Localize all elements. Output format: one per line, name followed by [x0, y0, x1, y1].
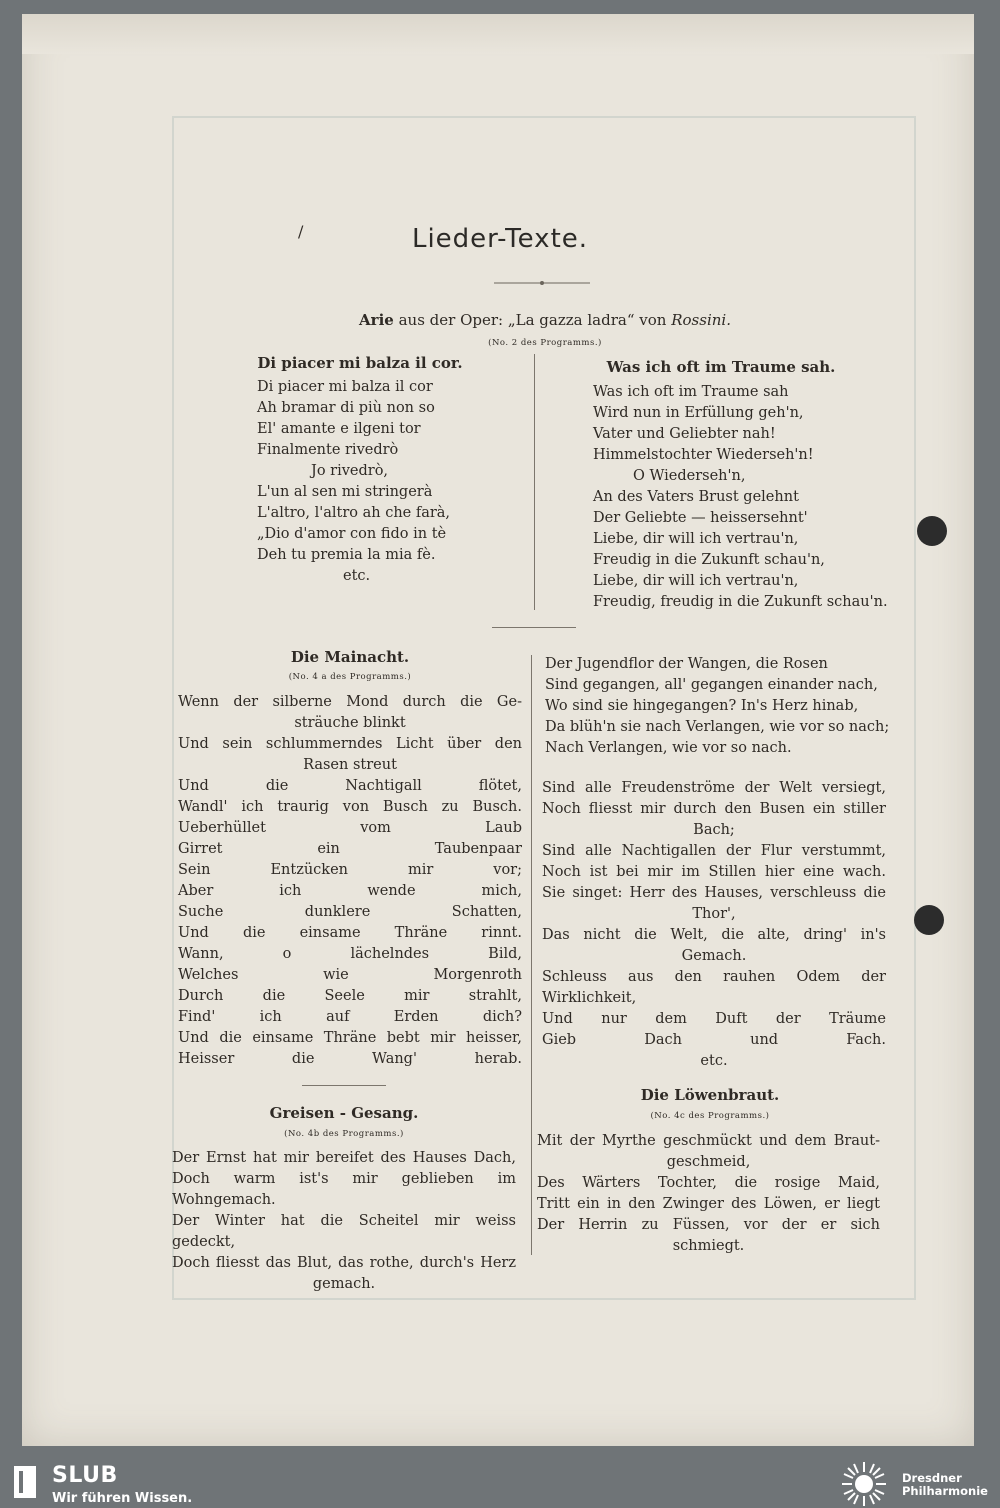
poem-line: Wird nun in Erfüllung geh'n,: [593, 405, 804, 421]
philharmonie-logo-icon: [840, 1460, 888, 1508]
italian-text: [257, 377, 487, 587]
poem-line: Wenn der silberne Mond durch die Ge-: [178, 694, 522, 710]
loewenbraut-text: [537, 1131, 880, 1257]
poem-line: Gemach.: [681, 948, 747, 964]
poem-line: An des Vaters Brust gelehnt: [593, 489, 799, 505]
poem-line: Mit der Myrthe geschmückt und dem Braut-: [537, 1133, 880, 1149]
slub-name: SLUB: [52, 1463, 118, 1488]
poem-line: Der Jugendflor der Wangen, die Rosen: [545, 656, 828, 672]
aria-label: Arie: [359, 311, 394, 329]
poem-line: Wann, o lächelndes Bild,: [178, 946, 522, 962]
slub-tagline: Wir führen Wissen.: [52, 1491, 193, 1506]
german-text: [593, 382, 893, 613]
poem-line: Sind alle Freudenströme der Welt versiegt,: [542, 780, 886, 796]
poem-line: Sind alle Nachtigallen der Flur verstummt,: [542, 843, 886, 859]
poem-line: Heisser die Wang' herab.: [178, 1051, 522, 1067]
poem-line: Rasen streut: [303, 757, 397, 773]
pencil-mark: /: [298, 222, 304, 241]
footer-bar: [0, 1458, 1000, 1508]
poem-line: Jo rivedrò,: [311, 463, 389, 479]
poem-line: Da blüh'n sie nach Verlangen, wie vor so nach;: [545, 719, 890, 735]
poem-line: sträuche blinkt: [294, 715, 406, 731]
poem-line: Der Ernst hat mir bereifet des Hauses Dach,: [172, 1150, 516, 1166]
poem-line: etc.: [343, 568, 371, 584]
punch-hole: [914, 905, 944, 935]
poem-line: Durch die Seele mir strahlt,: [178, 988, 522, 1004]
poem-line: Sein Entzücken mir vor;: [178, 862, 522, 878]
poem-line: etc.: [700, 1053, 728, 1069]
paper-top-edge: [22, 14, 974, 54]
poem-line: El' amante e ilgeni tor: [257, 421, 421, 437]
poem-line: Deh tu premia la mia fè.: [257, 547, 436, 563]
poem-line: Sind gegangen, all' gegangen einander nach,: [545, 677, 878, 693]
poem-line: Gieb Dach und Fach.: [542, 1032, 886, 1048]
poem-line: Noch ist bei mir im Stillen hier eine wach.: [542, 864, 886, 880]
mainacht-heading: Die Mainacht.: [290, 648, 410, 666]
poem-line: geschmeid,: [666, 1154, 751, 1170]
poem-line: Girret ein Taubenpaar: [178, 841, 522, 857]
poem-line: gemach.: [312, 1276, 376, 1292]
poem-line: Thor',: [692, 906, 736, 922]
poem-line: Di piacer mi balza il cor: [257, 379, 433, 395]
poem-line: Was ich oft im Traume sah: [593, 384, 789, 400]
poem-line: Und die Nachtigall flötet,: [178, 778, 522, 794]
poem-line: Noch fliesst mir durch den Busen ein stiller: [542, 801, 886, 817]
partner-line-2: Philharmonie: [902, 1484, 988, 1498]
loewenbraut-program-note: (No. 4c des Programms.): [650, 1111, 770, 1121]
poem-line: Himmelstochter Wiederseh'n!: [593, 447, 814, 463]
loewenbraut-heading: Die Löwenbraut.: [640, 1086, 780, 1104]
poem-line: Und sein schlummerndes Licht über den: [178, 736, 522, 752]
greisen-program-note: (No. 4b des Programms.): [284, 1129, 404, 1139]
poem-line: Freudig, freudig in die Zukunft schau'n.: [593, 594, 888, 610]
mainacht-program-note: (No. 4 a des Programms.): [288, 672, 412, 682]
mainacht-continuation-stanza: [545, 654, 890, 759]
poem-line: Wandl' ich traurig von Busch zu Busch.: [178, 799, 522, 815]
poem-line: „Dio d'amor con fido in tè: [257, 526, 447, 542]
poem-line: Der Geliebte — heissersehnt': [593, 510, 808, 526]
title-ornament: [494, 279, 590, 287]
poem-line: L'altro, l'altro ah che farà,: [257, 505, 451, 521]
slub-logo-icon: [12, 1464, 38, 1500]
poem-line: Schleuss aus den rauhen Odem der Wirklichkeit,: [542, 969, 886, 1006]
poem-line: Freudig in die Zukunft schau'n,: [593, 552, 825, 568]
poem-line: Sie singet: Herr des Hauses, verschleuss die: [542, 885, 886, 901]
poem-line: Aber ich wende mich,: [178, 883, 522, 899]
poem-line: Nach Verlangen, wie vor so nach.: [545, 740, 792, 756]
poem-line: Vater und Geliebter nah!: [593, 426, 776, 442]
poem-line: Doch fliesst das Blut, das rothe, durch's Herz: [172, 1255, 516, 1271]
poem-line: Der Winter hat die Scheitel mir weiss gedeckt,: [172, 1213, 516, 1250]
poem-line: Find' ich auf Erden dich?: [178, 1009, 522, 1025]
poem-line: Der Herrin zu Füssen, vor der er sich: [537, 1217, 880, 1233]
poem-line: Und die einsame Thräne rinnt.: [178, 925, 522, 941]
greisen-text: [172, 1148, 516, 1295]
poem-line: Welches wie Morgenroth: [178, 967, 522, 983]
partner-line-1: Dresdner: [902, 1471, 962, 1485]
poem-line: Wo sind sie hingegangen? In's Herz hinab,: [545, 698, 859, 714]
poem-line: Ah bramar di più non so: [257, 400, 435, 416]
italian-heading: Di piacer mi balza il cor.: [257, 354, 463, 372]
poem-line: L'un al sen mi stringerà: [257, 484, 433, 500]
aria-composer: Rossini.: [671, 311, 731, 329]
poem-line: Und nur dem Duft der Träume: [542, 1011, 886, 1027]
mainacht-continuation-stanza: [542, 778, 886, 1072]
poem-line: Liebe, dir will ich vertrau'n,: [593, 573, 799, 589]
page-title: Lieder-Texte.: [411, 224, 589, 254]
poem-line: Suche dunklere Schatten,: [178, 904, 522, 920]
poem-line: Liebe, dir will ich vertrau'n,: [593, 531, 799, 547]
column-divider: [531, 655, 532, 1255]
aria-opera: aus der Oper: „La gazza ladra“ von: [398, 311, 667, 329]
mainacht-text: [178, 692, 522, 1070]
poem-line: Finalmente rivedrò: [257, 442, 399, 458]
punch-hole: [917, 516, 947, 546]
poem-line: Des Wärters Tochter, die rosige Maid,: [537, 1175, 880, 1191]
poem-line: Tritt ein in den Zwinger des Löwen, er liegt: [537, 1196, 880, 1212]
philharmonie-name: [902, 1472, 988, 1498]
poem-line: Das nicht die Welt, die alte, dring' in's: [542, 927, 886, 943]
aria-heading: [0, 311, 1000, 329]
poem-line: Ueberhüllet vom Laub: [178, 820, 522, 836]
poem-line: Bach;: [693, 822, 735, 838]
greisen-heading: Greisen - Gesang.: [269, 1104, 419, 1122]
aria-program-note: (No. 2 des Programms.): [488, 338, 602, 348]
poem-line: Und die einsame Thräne bebt mir heisser,: [178, 1030, 522, 1046]
poem-line: Doch warm ist's mir geblieben im Wohngemach.: [172, 1171, 516, 1208]
section-rule: [492, 627, 576, 628]
poem-line: schmiegt.: [672, 1238, 745, 1254]
poem-line: O Wiederseh'n,: [633, 468, 746, 484]
section-rule: [302, 1085, 386, 1086]
column-divider: [534, 354, 535, 610]
german-heading: Was ich oft im Traume sah.: [606, 358, 836, 376]
